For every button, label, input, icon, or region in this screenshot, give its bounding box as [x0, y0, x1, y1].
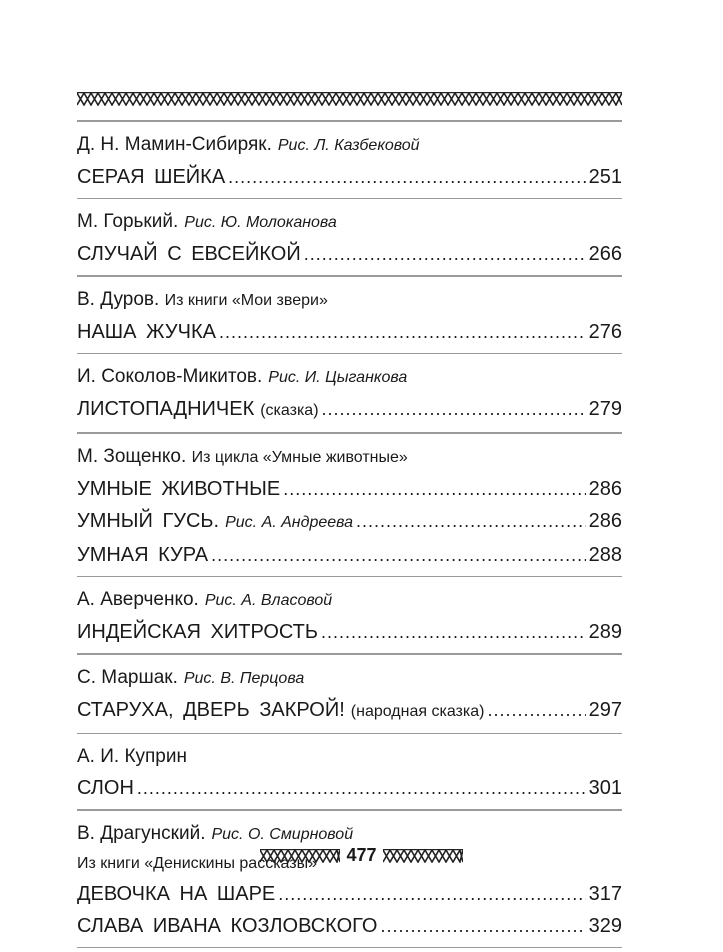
illustrator-credit: Рис. В. Перцова [183, 669, 305, 687]
page-footer [0, 845, 723, 866]
toc-entry [77, 393, 622, 427]
author-name: С. Маршак. [77, 666, 178, 688]
dot-leader [278, 878, 585, 910]
entry-title-group [77, 393, 319, 427]
author-section [77, 199, 622, 275]
author-line [77, 741, 622, 772]
entry-subtitle: (сказка) [260, 402, 319, 419]
entry-title: УМНЫЕ ЖИВОТНЫЕ [77, 477, 281, 500]
illustrator-credit: Рис. А. Андреева [225, 513, 354, 531]
page-ref: 329 [588, 914, 622, 937]
entry-title: УМНАЯ КУРА [77, 543, 209, 566]
author-name: Д. Н. Мамин-Сибиряк. [77, 133, 272, 155]
entry-title: СЛАВА ИВАНА КОЗЛОВСКОГО [77, 914, 378, 937]
entry-title-group [77, 616, 318, 648]
toc-entry [77, 910, 622, 942]
toc-entry [77, 616, 622, 648]
source-note: Из книги «Денискины рассказы» [77, 854, 317, 872]
toc-entry [77, 473, 622, 505]
entry-title-group [77, 505, 353, 539]
table-of-contents [77, 120, 622, 948]
entry-title: ЛИСТОПАДНИЧЕК [77, 398, 255, 420]
toc-entry [77, 539, 622, 571]
author-name: В. Дуров. [77, 288, 160, 310]
author-section [77, 277, 622, 353]
entry-title-group [77, 694, 484, 728]
dot-leader [137, 772, 586, 804]
entry-title-group [77, 910, 377, 942]
dot-leader [356, 505, 586, 537]
entry-title: ИНДЕЙСКАЯ ХИТРОСТЬ [77, 621, 319, 643]
entry-title: ДЕВОЧКА НА ШАРЕ [77, 882, 276, 905]
author-section [77, 655, 622, 733]
author-section [77, 354, 622, 432]
author-line [77, 129, 622, 161]
illustrator-credit: Рис. И. Цыганкова [268, 369, 408, 386]
dot-leader [322, 393, 586, 425]
illustrator-credit: Рис. Л. Казбековой [277, 136, 420, 154]
author-name: М. Горький. [77, 211, 179, 232]
page-ref: 301 [588, 777, 622, 799]
page-ref: 288 [588, 543, 622, 566]
illustrator-credit: Рис. А. Власовой [204, 592, 333, 609]
author-name: В. Драгунский. [77, 822, 206, 844]
page-number: 477 [346, 845, 377, 865]
author-name: И. Соколов-Микитов. [77, 366, 263, 387]
dot-leader [211, 539, 586, 571]
dot-leader [380, 910, 585, 942]
toc-entry [77, 694, 622, 728]
page-ref: 297 [588, 698, 622, 721]
toc-entry [77, 878, 622, 910]
separator-line [77, 947, 622, 949]
entry-title: СТАРУХА, ДВЕРЬ ЗАКРОЙ! [77, 698, 345, 721]
illustrator-credit: Рис. О. Смирновой [211, 825, 354, 843]
entry-title: СЕРАЯ ШЕЙКА [77, 165, 226, 188]
illustrator-credit: Рис. Ю. Молоканова [184, 214, 337, 231]
author-section [77, 811, 622, 947]
author-section [77, 577, 622, 653]
entry-title: СЛОН [77, 777, 134, 799]
toc-entry [77, 161, 622, 193]
toc-entry [77, 316, 622, 348]
author-section [77, 734, 622, 809]
author-section [77, 434, 622, 576]
author-line [77, 662, 622, 694]
source-note: Из книги «Мои звери» [164, 291, 328, 309]
page-ref: 289 [588, 621, 622, 643]
author-line [77, 206, 622, 238]
entry-subtitle: (народная сказка) [350, 702, 485, 720]
entry-title: СЛУЧАЙ С ЕВСЕЙКОЙ [77, 243, 301, 265]
author-line [77, 584, 622, 616]
toc-entry [77, 505, 622, 539]
entry-title: УМНЫЙ ГУСЬ. [77, 509, 220, 532]
page-ref: 276 [588, 320, 622, 343]
entry-title: НАША ЖУЧКА [77, 320, 216, 343]
dot-leader [283, 473, 585, 505]
dot-leader [304, 238, 586, 270]
toc-entry [77, 772, 622, 804]
dot-leader [487, 694, 585, 726]
entry-title-group [77, 316, 216, 348]
author-line [77, 284, 622, 316]
entry-title-group [77, 473, 280, 505]
author-line [77, 361, 622, 393]
footer-ornament-right [383, 849, 463, 863]
author-name: А. Аверченко. [77, 589, 199, 610]
author-line [77, 441, 622, 473]
page-ref: 266 [588, 243, 622, 265]
page-ref: 279 [588, 398, 622, 420]
toc-entry [77, 238, 622, 270]
top-ornament-border [77, 92, 622, 106]
entry-title-group [77, 161, 225, 193]
dot-leader [321, 616, 586, 648]
page-ref: 286 [588, 477, 622, 500]
entry-title-group [77, 539, 208, 571]
entry-title-group [77, 878, 275, 910]
page-ref: 286 [588, 509, 622, 532]
page-ref: 251 [588, 165, 622, 188]
author-name: М. Зощенко. [77, 445, 187, 467]
footer-ornament-left [260, 849, 340, 863]
entry-title-group [77, 238, 301, 270]
entry-title-group [77, 772, 134, 804]
author-section [77, 122, 622, 198]
source-note: Из цикла «Умные животные» [191, 448, 408, 466]
dot-leader [228, 161, 585, 193]
author-name: А. И. Куприн [77, 746, 187, 767]
page-ref: 317 [588, 882, 622, 905]
dot-leader [219, 316, 586, 348]
